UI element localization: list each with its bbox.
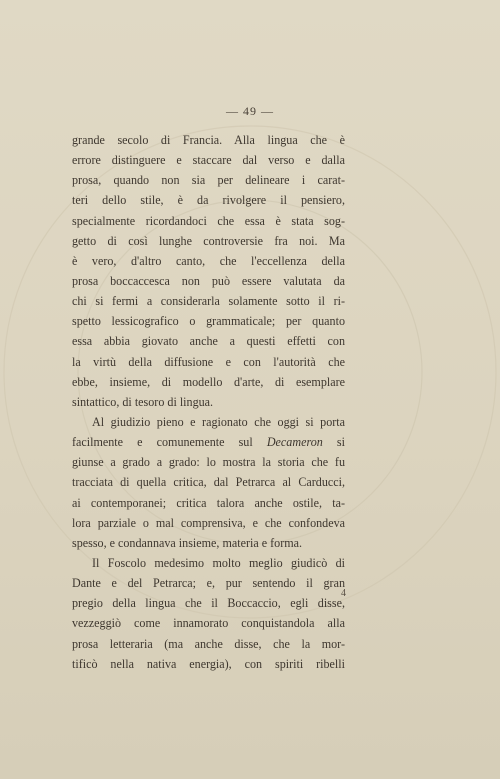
text-line: getto di così lunghe controversie fra noi. Ma xyxy=(72,233,345,248)
text-line: grande secolo di Francia. Alla lingua che è xyxy=(72,133,345,147)
signature-mark: 4 xyxy=(341,588,346,599)
text-line: specialmente ricordandoci che essa è stata sog- xyxy=(72,213,345,228)
text-line: vezzeggiò come innamorato conquistandola alla xyxy=(72,616,345,631)
text-line: teri dello stile, è da rivolgere il pensiero, xyxy=(72,193,345,208)
text-line: sintattico, di tesoro di lingua. xyxy=(72,394,214,409)
text-line xyxy=(72,432,345,452)
text-line: spetto lessicografico o grammaticale; per quanto xyxy=(72,314,345,329)
book-title-decameron: Decameron xyxy=(266,435,323,450)
text-line: Al giudizio pieno e ragionato che oggi si porta xyxy=(92,414,345,429)
text-line: prosa boccaccesca non può essere valutata da xyxy=(72,273,345,288)
text-line: essa abbia giovato anche a questi effetti con xyxy=(72,334,345,349)
text-line: ai contemporanei; critica talora anche ostile, ta- xyxy=(72,495,345,510)
text-line: errore distinguere e staccare dal verso e dalla xyxy=(72,153,345,168)
text-line: Il Foscolo medesimo molto meglio giudicò di xyxy=(92,555,345,570)
text-line: spesso, e condannava insieme, materia e forma. xyxy=(72,535,303,550)
text-line: ebbe, insieme, di modello d'arte, di esemplare xyxy=(72,374,345,389)
line-part: si xyxy=(322,435,345,450)
page-number: — 49 — xyxy=(226,104,274,118)
text-line: la virtù della diffusione e con l'autorità che xyxy=(72,354,345,369)
text-line: è vero, d'altro canto, che l'eccellenza della xyxy=(72,253,345,268)
text-line: tracciata di quella critica, dal Petrarca al Carducci, xyxy=(72,475,345,490)
line-part: facilmente e comunemente sul xyxy=(72,435,267,450)
body-text xyxy=(72,130,345,674)
text-line: prosa, quando non sia per delineare i carat- xyxy=(72,173,345,188)
text-line: pregio della lingua che il Boccaccio, egli disse, xyxy=(72,596,345,611)
text-line: tificò nella nativa energia), con spiriti ribelli xyxy=(72,656,345,671)
text-line: lora parziale o mal comprensiva, e che confondeva xyxy=(72,515,345,530)
text-line: Dante e del Petrarca; e, pur sentendo il gran xyxy=(72,576,345,591)
text-line: prosa letteraria (ma anche disse, che la mor- xyxy=(72,636,345,651)
text-line: chi si fermi a considerarla solamente sotto il ri- xyxy=(72,294,345,309)
text-line: giunse a grado a grado: lo mostra la storia che fu xyxy=(72,455,345,470)
